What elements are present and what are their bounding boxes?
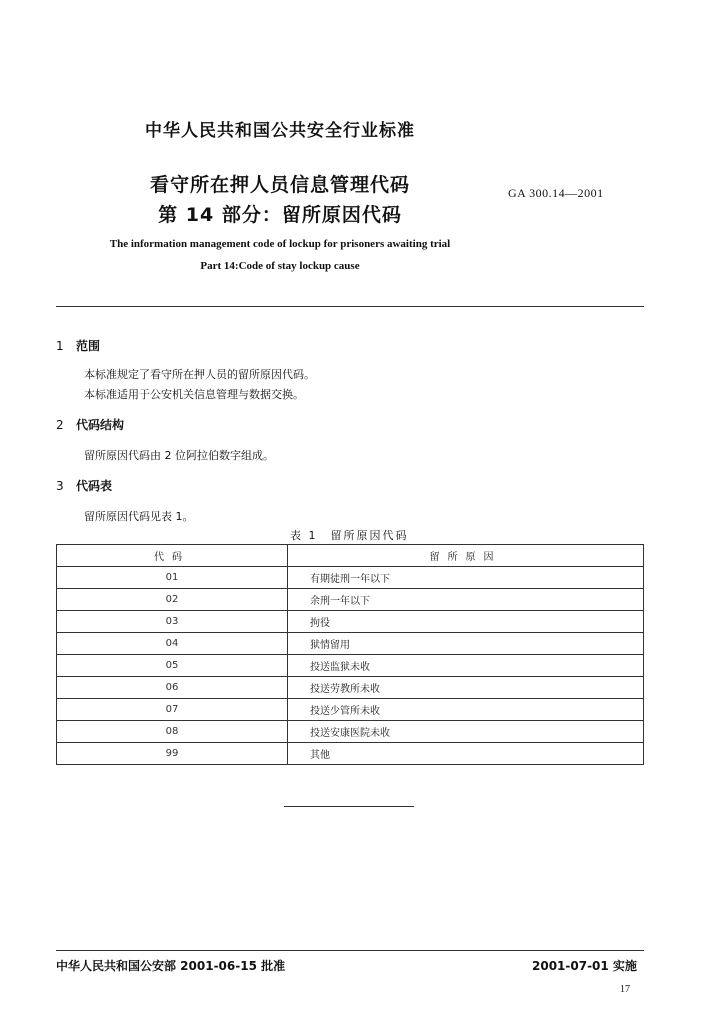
reason-cell: 拘役 bbox=[288, 611, 644, 633]
section-title: 范围 bbox=[76, 339, 101, 353]
english-title: The information management code of lockup for prisoners awaiting trial bbox=[109, 238, 451, 250]
section-number: 1 bbox=[56, 339, 64, 353]
code-cell: 02 bbox=[57, 589, 288, 611]
column-header-reason: 留所原因 bbox=[288, 545, 644, 567]
section-heading-structure bbox=[56, 416, 124, 433]
code-table bbox=[56, 544, 644, 765]
reason-cell: 余刑一年以下 bbox=[288, 589, 644, 611]
table-row bbox=[57, 699, 644, 721]
standard-type: 中华人民共和国公共安全行业标准 bbox=[145, 121, 415, 141]
section-number: 3 bbox=[56, 479, 64, 493]
scope-paragraph-1: 本标准规定了看守所在押人员的留所原因代码。 bbox=[84, 368, 315, 381]
table-header-row bbox=[57, 545, 644, 567]
code-cell: 04 bbox=[57, 633, 288, 655]
code-cell: 06 bbox=[57, 677, 288, 699]
section-title: 代码结构 bbox=[76, 418, 125, 432]
code-cell: 07 bbox=[57, 699, 288, 721]
table-row bbox=[57, 633, 644, 655]
section-number: 2 bbox=[56, 418, 64, 432]
standard-code: GA 300.14—2001 bbox=[508, 186, 604, 200]
code-cell: 03 bbox=[57, 611, 288, 633]
reason-cell: 投送劳教所未收 bbox=[288, 677, 644, 699]
table-row bbox=[57, 721, 644, 743]
reason-cell: 有期徒刑一年以下 bbox=[288, 567, 644, 589]
page-number: 17 bbox=[620, 984, 630, 995]
structure-paragraph: 留所原因代码由 2 位阿拉伯数字组成。 bbox=[84, 449, 274, 462]
english-subtitle: Part 14:Code of stay lockup cause bbox=[200, 260, 360, 272]
reason-cell: 投送少管所未收 bbox=[288, 699, 644, 721]
table-row bbox=[57, 743, 644, 765]
reason-cell: 投送安康医院未收 bbox=[288, 721, 644, 743]
reason-cell: 投送监狱未收 bbox=[288, 655, 644, 677]
section-heading-scope bbox=[56, 337, 100, 354]
column-header-code: 代码 bbox=[57, 545, 288, 567]
reason-cell: 其他 bbox=[288, 743, 644, 765]
code-cell: 05 bbox=[57, 655, 288, 677]
table-row bbox=[57, 677, 644, 699]
end-of-standard-line bbox=[284, 806, 414, 807]
scope-paragraph-2: 本标准适用于公安机关信息管理与数据交换。 bbox=[84, 388, 304, 401]
code-cell: 08 bbox=[57, 721, 288, 743]
code-table-paragraph: 留所原因代码见表 1。 bbox=[84, 510, 194, 523]
reason-cell: 狱情留用 bbox=[288, 633, 644, 655]
issuing-authority: 中华人民共和国公安部 2001-06-15 批准 bbox=[56, 959, 286, 973]
document-title: 看守所在押人员信息管理代码 bbox=[149, 174, 410, 196]
table-row bbox=[57, 655, 644, 677]
header-divider bbox=[56, 306, 644, 307]
document-subtitle: 第 14 部分：留所原因代码 bbox=[158, 204, 402, 226]
section-heading-code-table bbox=[56, 477, 112, 494]
table-row bbox=[57, 589, 644, 611]
table-row bbox=[57, 567, 644, 589]
code-cell: 01 bbox=[57, 567, 288, 589]
code-cell: 99 bbox=[57, 743, 288, 765]
footer-divider bbox=[56, 950, 644, 951]
implementation-date: 2001-07-01 实施 bbox=[532, 959, 637, 973]
section-title: 代码表 bbox=[76, 479, 113, 493]
table-caption: 表 1 留所原因代码 bbox=[290, 529, 409, 542]
table-row bbox=[57, 611, 644, 633]
